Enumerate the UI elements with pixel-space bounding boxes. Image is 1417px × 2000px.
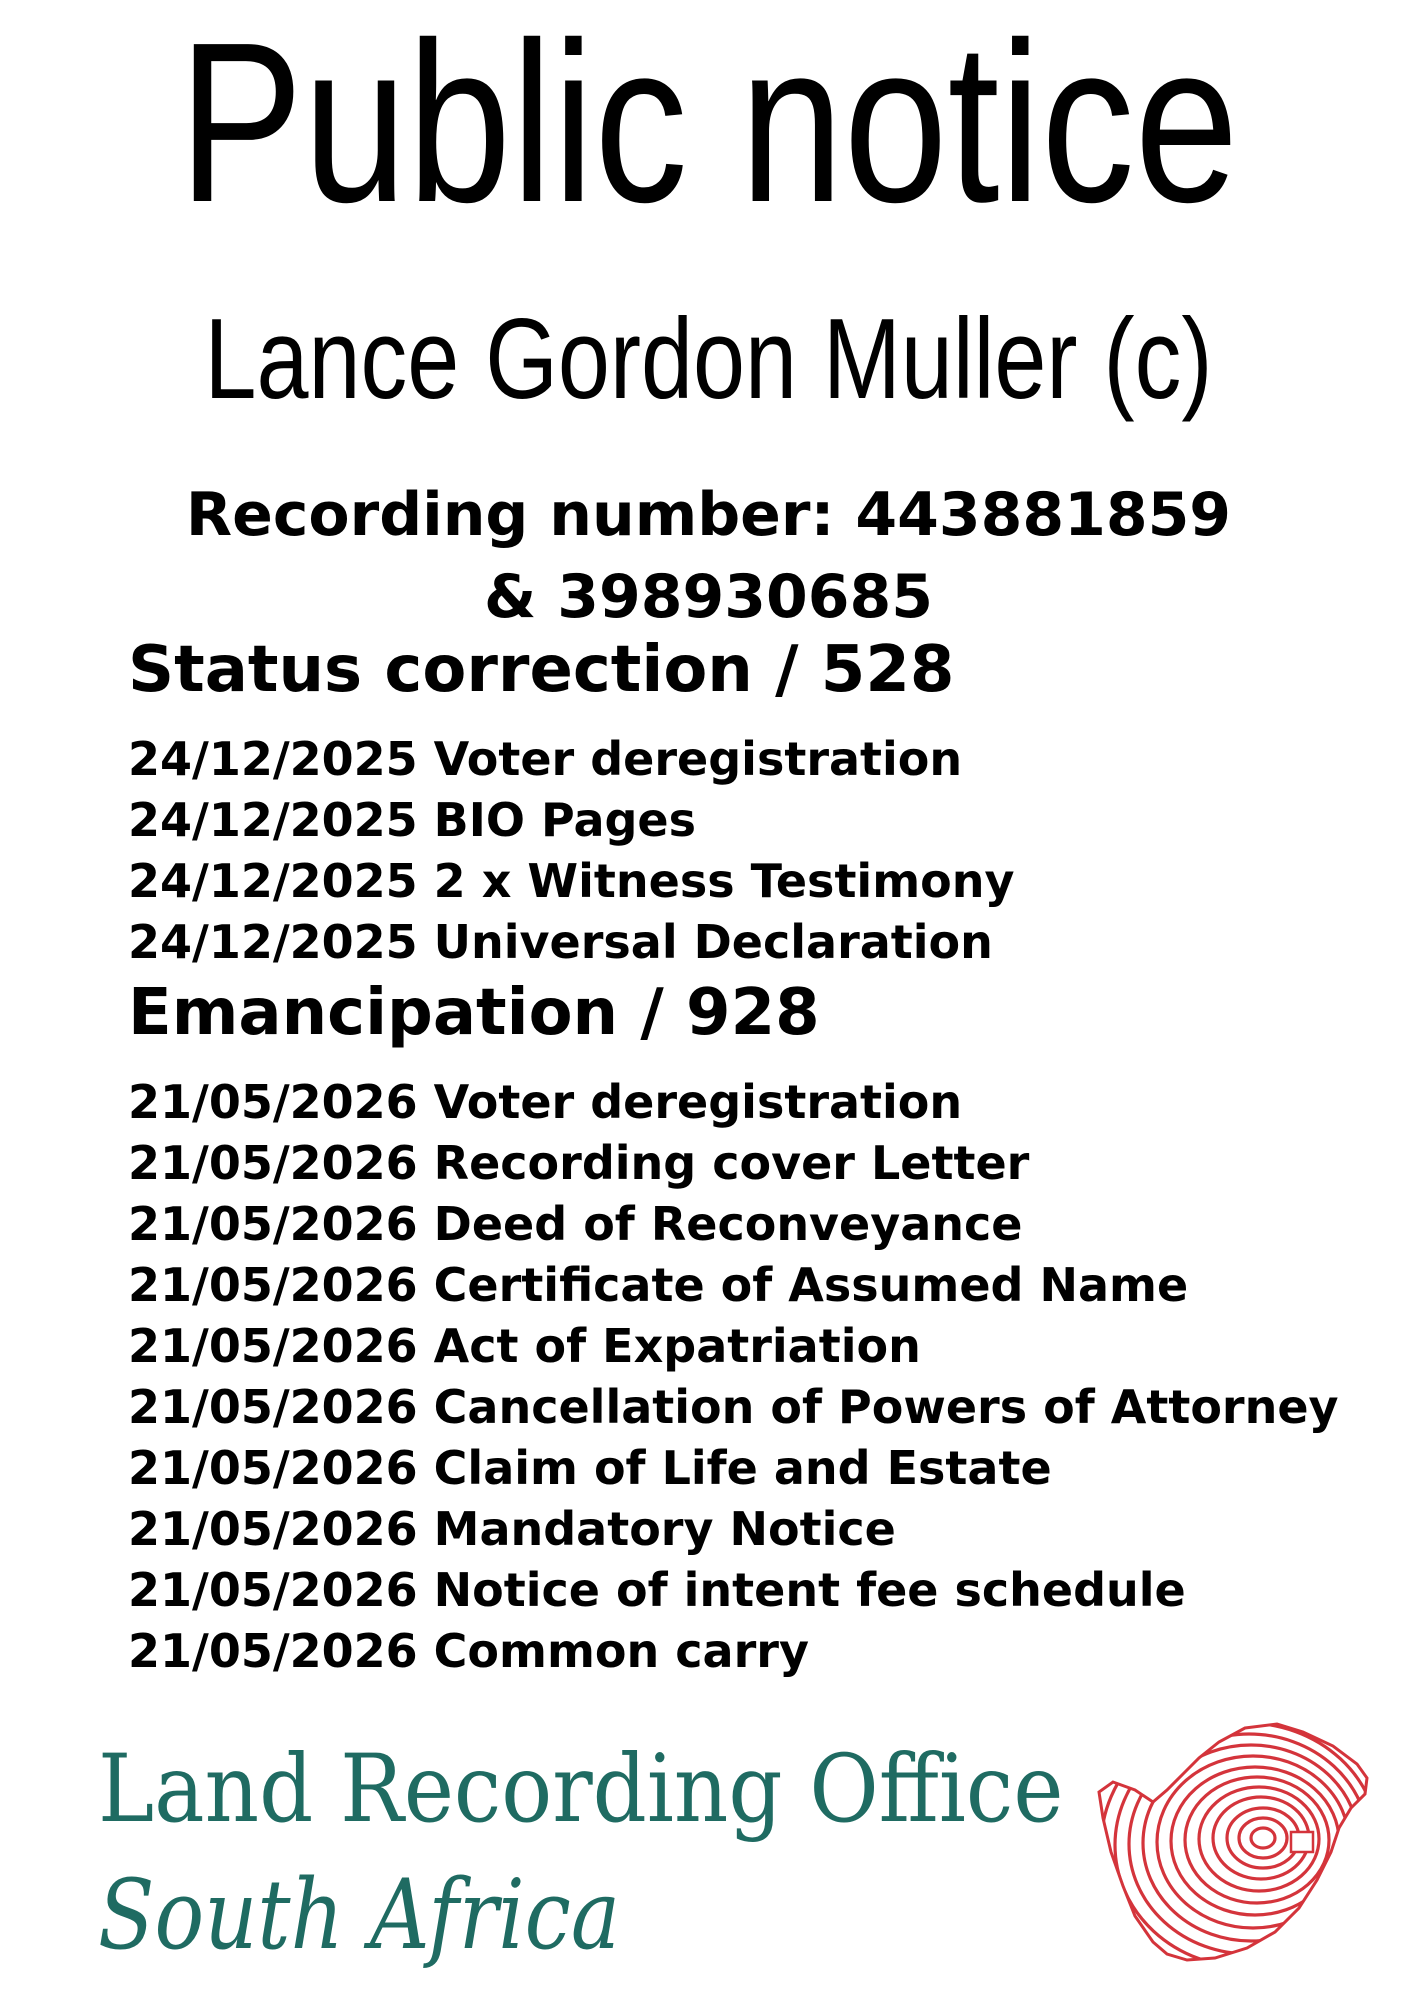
list-item: 24/12/2025 2 x Witness Testimony	[128, 854, 1015, 908]
list-item: 21/05/2026 Recording cover Letter	[128, 1136, 1030, 1190]
office-name: Land Recording Office	[98, 1735, 1064, 1844]
office-country: South Africa	[98, 1859, 621, 1971]
south-africa-fingerprint-map-icon	[1095, 1720, 1375, 1970]
emancipation-list	[128, 1072, 1339, 1682]
list-item: 21/05/2026 Cancellation of Powers of Attorney	[128, 1380, 1339, 1434]
list-item: 21/05/2026 Common carry	[128, 1624, 809, 1678]
list-item: 21/05/2026 Mandatory Notice	[128, 1502, 896, 1556]
list-item: 21/05/2026 Act of Expatriation	[128, 1319, 921, 1373]
list-item: 24/12/2025 Universal Declaration	[128, 915, 993, 969]
notice-name: Lance Gordon Muller (c)	[204, 296, 1213, 423]
list-item: 21/05/2026 Claim of Life and Estate	[128, 1441, 1052, 1495]
list-item: 24/12/2025 Voter deregistration	[128, 732, 963, 786]
emancipation-heading: Emancipation / 928	[128, 976, 820, 1050]
status-correction-list	[128, 729, 1014, 973]
notice-title: Public notice	[178, 0, 1239, 250]
list-item: 24/12/2025 BIO Pages	[128, 793, 696, 847]
status-correction-heading: Status correction / 528	[128, 633, 955, 707]
recording-number: Recording number: 443881859 & 398930685	[185, 480, 1232, 632]
list-item: 21/05/2026 Notice of intent fee schedule	[128, 1563, 1186, 1617]
list-item: 21/05/2026 Certificate of Assumed Name	[128, 1258, 1189, 1312]
list-item: 21/05/2026 Deed of Reconveyance	[128, 1197, 1023, 1251]
list-item: 21/05/2026 Voter deregistration	[128, 1075, 963, 1129]
